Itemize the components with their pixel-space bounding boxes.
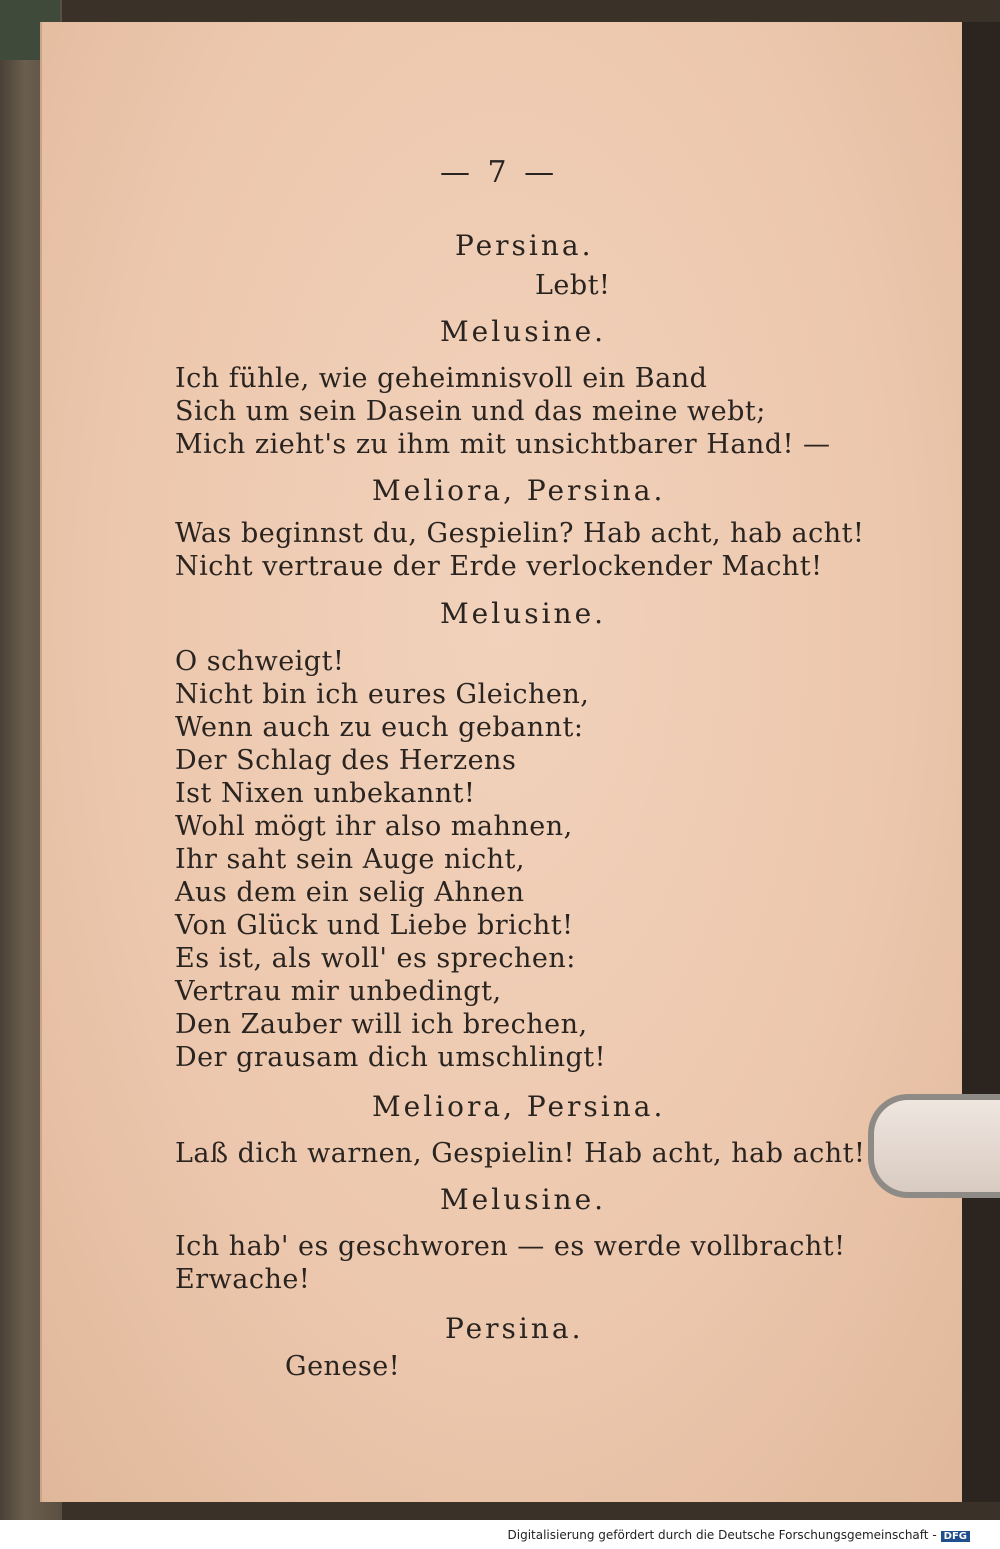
speaker-persina: Persina. [445,1312,584,1345]
verse-line: Lebt! [535,270,611,301]
verse-line: Ihr saht sein Auge nicht, [175,844,525,875]
speaker-meliora-persina: Meliora, Persina. [372,1090,666,1123]
verse-line: Erwache! [175,1264,311,1295]
verse-line: Ich hab' es geschworen — es werde vollbracht! [175,1231,846,1262]
verse-line: Aus dem ein selig Ahnen [175,877,525,908]
verse-line: Wohl mögt ihr also mahnen, [175,811,573,842]
verse-line: Sich um sein Dasein und das meine webt; [175,396,766,427]
verse-line: Wenn auch zu euch gebannt: [175,712,584,743]
dfg-logo: DFG [941,1531,970,1542]
verse-line: Ich fühle, wie geheimnisvoll ein Band [175,363,708,394]
verse-line: Vertrau mir unbedingt, [175,976,502,1007]
speaker-melusine: Melusine. [440,315,607,348]
credit-text: Digitalisierung gefördert durch die Deutsche Forschungsgemeinschaft - [507,1528,937,1542]
verse-line: Der Schlag des Herzens [175,745,517,776]
speaker-meliora-persina: Meliora, Persina. [372,474,666,507]
page-shadow [962,22,1000,1502]
verse-line: Den Zauber will ich brechen, [175,1009,588,1040]
verse-line: Laß dich warnen, Gespielin! Hab acht, hab acht! [175,1138,866,1169]
verse-line: Nicht vertraue der Erde verlockender Macht! [175,551,823,582]
verse-line: Von Glück und Liebe bricht! [175,910,574,941]
verse-line: Genese! [285,1351,401,1382]
verse-line: O schweigt! [175,646,345,677]
verse-line: Mich zieht's zu ihm mit unsichtbarer Hand! — [175,429,831,460]
digitization-credit [508,1528,971,1542]
verse-line: Es ist, als woll' es sprechen: [175,943,576,974]
page-number: — 7 — [440,155,559,190]
verse-line: Was beginnst du, Gespielin? Hab acht, hab acht! [175,518,865,549]
speaker-melusine: Melusine. [440,1183,607,1216]
speaker-melusine: Melusine. [440,597,607,630]
verse-line: Nicht bin ich eures Gleichen, [175,679,590,710]
speaker-persina: Persina. [455,229,594,262]
page-clip [868,1094,1000,1198]
verse-line: Der grausam dich umschlingt! [175,1042,606,1073]
verse-line: Ist Nixen unbekannt! [175,778,476,809]
